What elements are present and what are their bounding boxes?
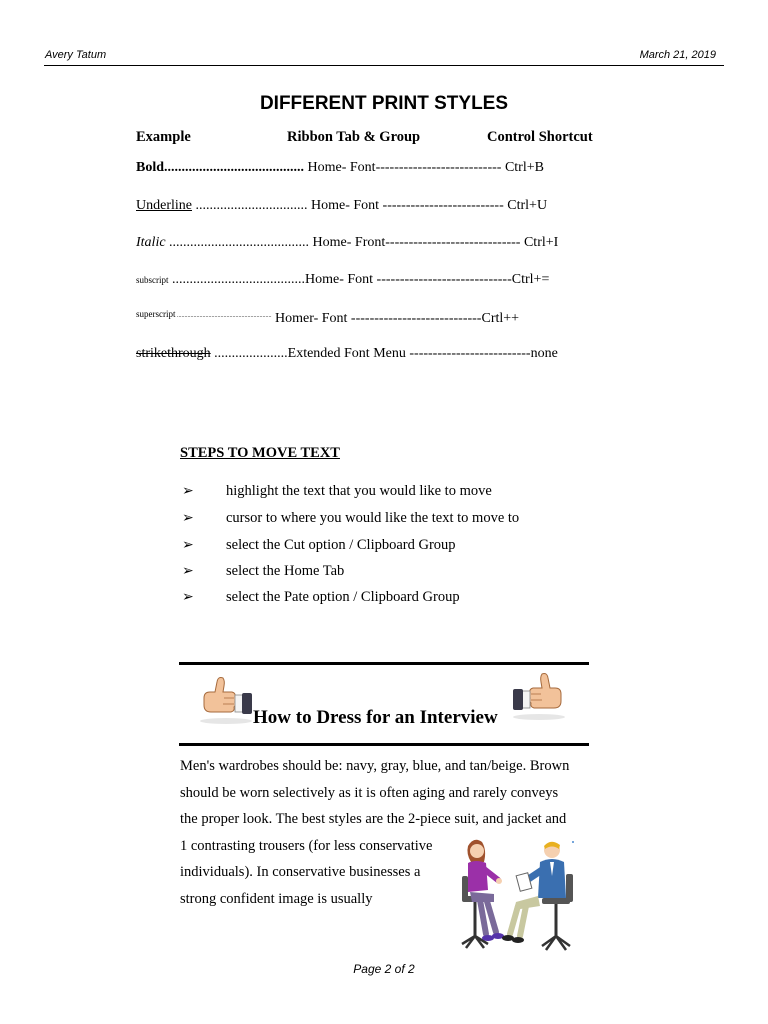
example-italic: Italic: [136, 235, 166, 250]
style-row-italic: [136, 235, 558, 251]
header-author: Avery Tatum: [45, 49, 107, 61]
example-underline: Underline: [136, 198, 192, 213]
style-row-strikethrough: [136, 346, 558, 362]
interview-heading: How to Dress for an Interview: [253, 707, 498, 728]
section-rule-bottom: [179, 743, 589, 746]
example-superscript: superscript: [136, 309, 176, 319]
page-number: Page 2 of 2: [353, 962, 415, 976]
column-shortcut: Control Shortcut: [487, 129, 593, 145]
leader-dots: .....................: [210, 346, 288, 361]
section-rule-top: [179, 662, 589, 665]
thumbs-up-icon: [198, 674, 254, 726]
steps-heading: STEPS TO MOVE TEXT: [180, 445, 340, 461]
bullet-arrow-icon: ➢: [182, 511, 194, 526]
shortcut-text: Ctrl+=: [511, 272, 550, 287]
step-item: highlight the text that you would like to move: [226, 483, 492, 499]
leader-dots: ......................................: [168, 272, 305, 287]
style-row-superscript: [136, 309, 519, 327]
paragraph-line: individuals). In conservative businesses a: [180, 864, 421, 880]
shortcut-text: Ctrl+B: [501, 160, 544, 175]
paragraph-line: 1 contrasting trousers (for less conservative: [180, 838, 433, 854]
step-item: select the Pate option / Clipboard Group: [226, 589, 460, 605]
bullet-arrow-icon: ➢: [182, 538, 194, 553]
ribbon-text: Home- Font -----------------------------: [305, 272, 512, 287]
paragraph-line: Men's wardrobes should be: navy, gray, blue, and tan/beige. Brown: [180, 758, 570, 774]
ribbon-text: Extended Font Menu --------------------------: [287, 346, 531, 361]
leader-dots: ........................................: [165, 235, 310, 250]
ribbon-text: Home- Font --------------------------: [307, 198, 504, 213]
bullet-arrow-icon: ➢: [182, 484, 194, 499]
ribbon-text: Homer- Font ----------------------------: [271, 311, 482, 326]
leader-dots: ...............................................................: [175, 313, 272, 319]
shortcut-text: Ctrl+U: [503, 198, 548, 213]
style-row-subscript: [136, 272, 549, 288]
shortcut-text: Crtl++: [481, 311, 520, 326]
interview-people-icon: [456, 836, 580, 954]
header-date: March 21, 2019: [639, 49, 716, 61]
page-title: DIFFERENT PRINT STYLES: [259, 93, 509, 114]
example-bold: Bold: [136, 160, 165, 175]
thumbs-up-icon: [511, 670, 567, 722]
paragraph-line: strong confident image is usually: [180, 891, 373, 907]
step-item: select the Home Tab: [226, 563, 345, 579]
shortcut-text: Ctrl+I: [520, 235, 559, 250]
style-row-underline: [136, 198, 547, 214]
step-item: cursor to where you would like the text to move to: [226, 510, 520, 526]
step-item: select the Cut option / Clipboard Group: [226, 537, 456, 553]
bullet-arrow-icon: ➢: [182, 564, 194, 579]
column-example: Example: [136, 129, 191, 145]
leader-dots: ................................: [191, 198, 308, 213]
style-row-bold: [136, 160, 544, 176]
shortcut-text: none: [530, 346, 558, 361]
paragraph-line: the proper look. The best styles are the 2-piece suit, and jacket and: [180, 811, 567, 827]
column-ribbon: Ribbon Tab & Group: [287, 129, 421, 145]
example-strikethrough: strikethrough: [136, 346, 211, 361]
paragraph-line: should be worn selectively as it is often aging and rarely conveys: [180, 785, 559, 801]
ribbon-text: Home- Front-----------------------------: [309, 235, 521, 250]
leader-dots: ........................................: [164, 160, 305, 175]
ribbon-text: Home- Font---------------------------: [304, 160, 502, 175]
bullet-arrow-icon: ➢: [182, 590, 194, 605]
header-rule: [44, 65, 724, 66]
example-subscript: subscript: [136, 275, 169, 285]
